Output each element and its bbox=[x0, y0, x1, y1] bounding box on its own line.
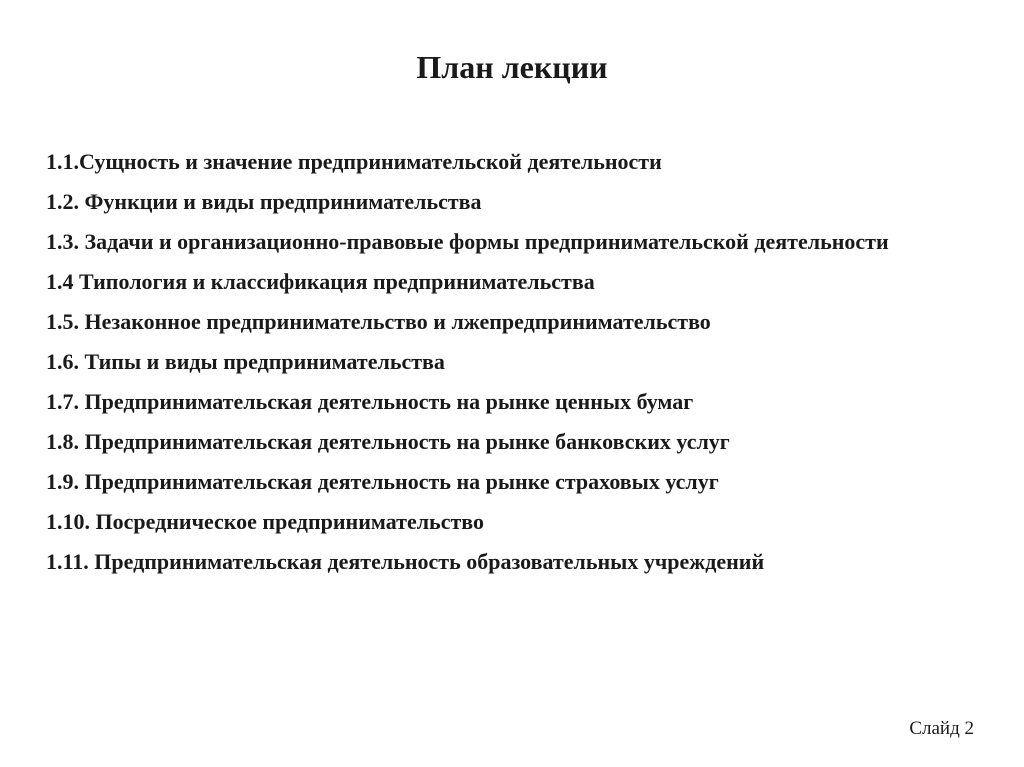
outline-item: 1.3. Задачи и организационно-правовые формы предпринимательской деятельности bbox=[46, 229, 889, 254]
outline-item: 1.10. Посредническое предпринимательство bbox=[46, 509, 484, 534]
outline-item: 1.5. Незаконное предпринимательство и лжепредпринимательство bbox=[46, 309, 711, 334]
outline-item: 1.2. Функции и виды предпринимательства bbox=[46, 189, 482, 214]
lecture-outline-list bbox=[46, 146, 979, 586]
outline-item: 1.8. Предпринимательская деятельность на рынке банковских услуг bbox=[46, 429, 730, 454]
outline-item: 1.9. Предпринимательская деятельность на рынке страховых услуг bbox=[46, 469, 719, 494]
outline-item: 1.11. Предпринимательская деятельность образовательных учреждений bbox=[46, 549, 765, 574]
slide-title: План лекции bbox=[416, 49, 608, 85]
outline-item: 1.6. Типы и виды предпринимательства bbox=[46, 349, 445, 374]
outline-item: 1.1.Сущность и значение предпринимательской деятельности bbox=[46, 149, 662, 174]
outline-item: 1.4 Типология и классификация предпринимательства bbox=[46, 269, 595, 294]
outline-item: 1.7. Предпринимательская деятельность на рынке ценных бумаг bbox=[46, 389, 694, 414]
slide-number: Слайд 2 bbox=[909, 718, 974, 739]
